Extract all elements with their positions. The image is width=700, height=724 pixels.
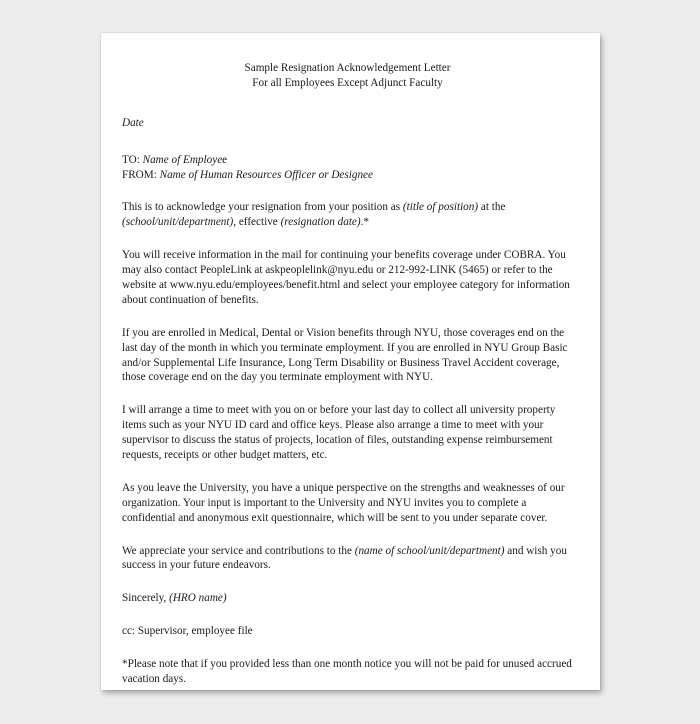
paragraph-acknowledgement (122, 200, 573, 230)
placeholder-title-of-position: (title of position) (402, 201, 479, 214)
footnote: *Please note that if you provided less than one month notice you will not be paid for unused accrued vacation days. (122, 658, 572, 686)
p6-segment-a: We appreciate your service and contributions to the (122, 544, 355, 557)
paragraph-exit-questionnaire: As you leave the University, you have a unique perspective on the strengths and weaknesses of our organization. Your input is important to the University and NYU invites you to complete a confidential and anonymous exit questionnaire, which will be sent to you under separate cover. (122, 481, 565, 524)
p1-segment-a: This is to acknowledge your resignation from your position as (122, 201, 403, 214)
recipient-block (122, 153, 573, 183)
to-value: Name of Employe (142, 153, 223, 166)
from-value: Name of Human Resources Officer or Designee (159, 168, 373, 181)
p1-segment-b: at the (478, 201, 506, 214)
p1-segment-d: .* (360, 216, 370, 229)
paragraph-coverage-end-dates: If you are enrolled in Medical, Dental or Vision benefits through NYU, those coverages end on the last day of the month in which you terminate employment. If you are enrolled in NYU Group Basic and/or Supplemental Life Insurance, Long Term Disability or Business Travel Accident coverage, those coverage end on the day you terminate employment with NYU. (122, 326, 568, 384)
date-field: Date (122, 116, 144, 129)
p6-segment-b: and wish you success in your future endeavors. (122, 544, 567, 572)
paragraph-university-property: I will arrange a time to meet with you on or before your last day to collect all university property items such as your NYU ID card and office keys. Please also arrange a time to meet with your supervisor to discuss the status of projects, location of files, outstanding expense reimbursement requests, receipts or other budget matters, etc. (122, 404, 556, 462)
document-title-line-2: For all Employees Except Adjunct Faculty (252, 76, 443, 89)
to-trailing: e (222, 153, 228, 166)
placeholder-resignation-date: (resignation date) (280, 216, 361, 229)
paragraph-appreciation (122, 544, 573, 574)
placeholder-hro-name: (HRO name) (169, 592, 227, 605)
to-label: TO: (122, 153, 143, 166)
from-line (122, 168, 573, 183)
cc-line: cc: Supervisor, employee file (122, 625, 253, 638)
sincerely-label: Sincerely, (122, 592, 170, 605)
letter-body (122, 61, 573, 687)
p1-segment-c: , effective (233, 216, 281, 229)
paragraph-cobra-benefits: You will receive information in the mail for continuing your benefits coverage under COBRA. You may also contact PeopleLink at askpeoplelink@nyu.edu or 212-992-LINK (5465) or refer to the website at www.nyu.edu/employees/benefit.html and select your employee category for information about continuation of benefits. (122, 249, 570, 306)
signature-line (122, 591, 573, 606)
to-line (122, 153, 573, 168)
document-title (122, 61, 573, 91)
document-title-line-1: Sample Resignation Acknowledgement Letter (244, 62, 451, 74)
letter-page (101, 33, 600, 690)
document-page-wrapper (101, 33, 600, 690)
from-label: FROM: (122, 168, 160, 181)
placeholder-name-of-school-unit-department: (name of school/unit/department) (354, 544, 505, 557)
placeholder-school-unit-department: (school/unit/department) (122, 216, 234, 229)
